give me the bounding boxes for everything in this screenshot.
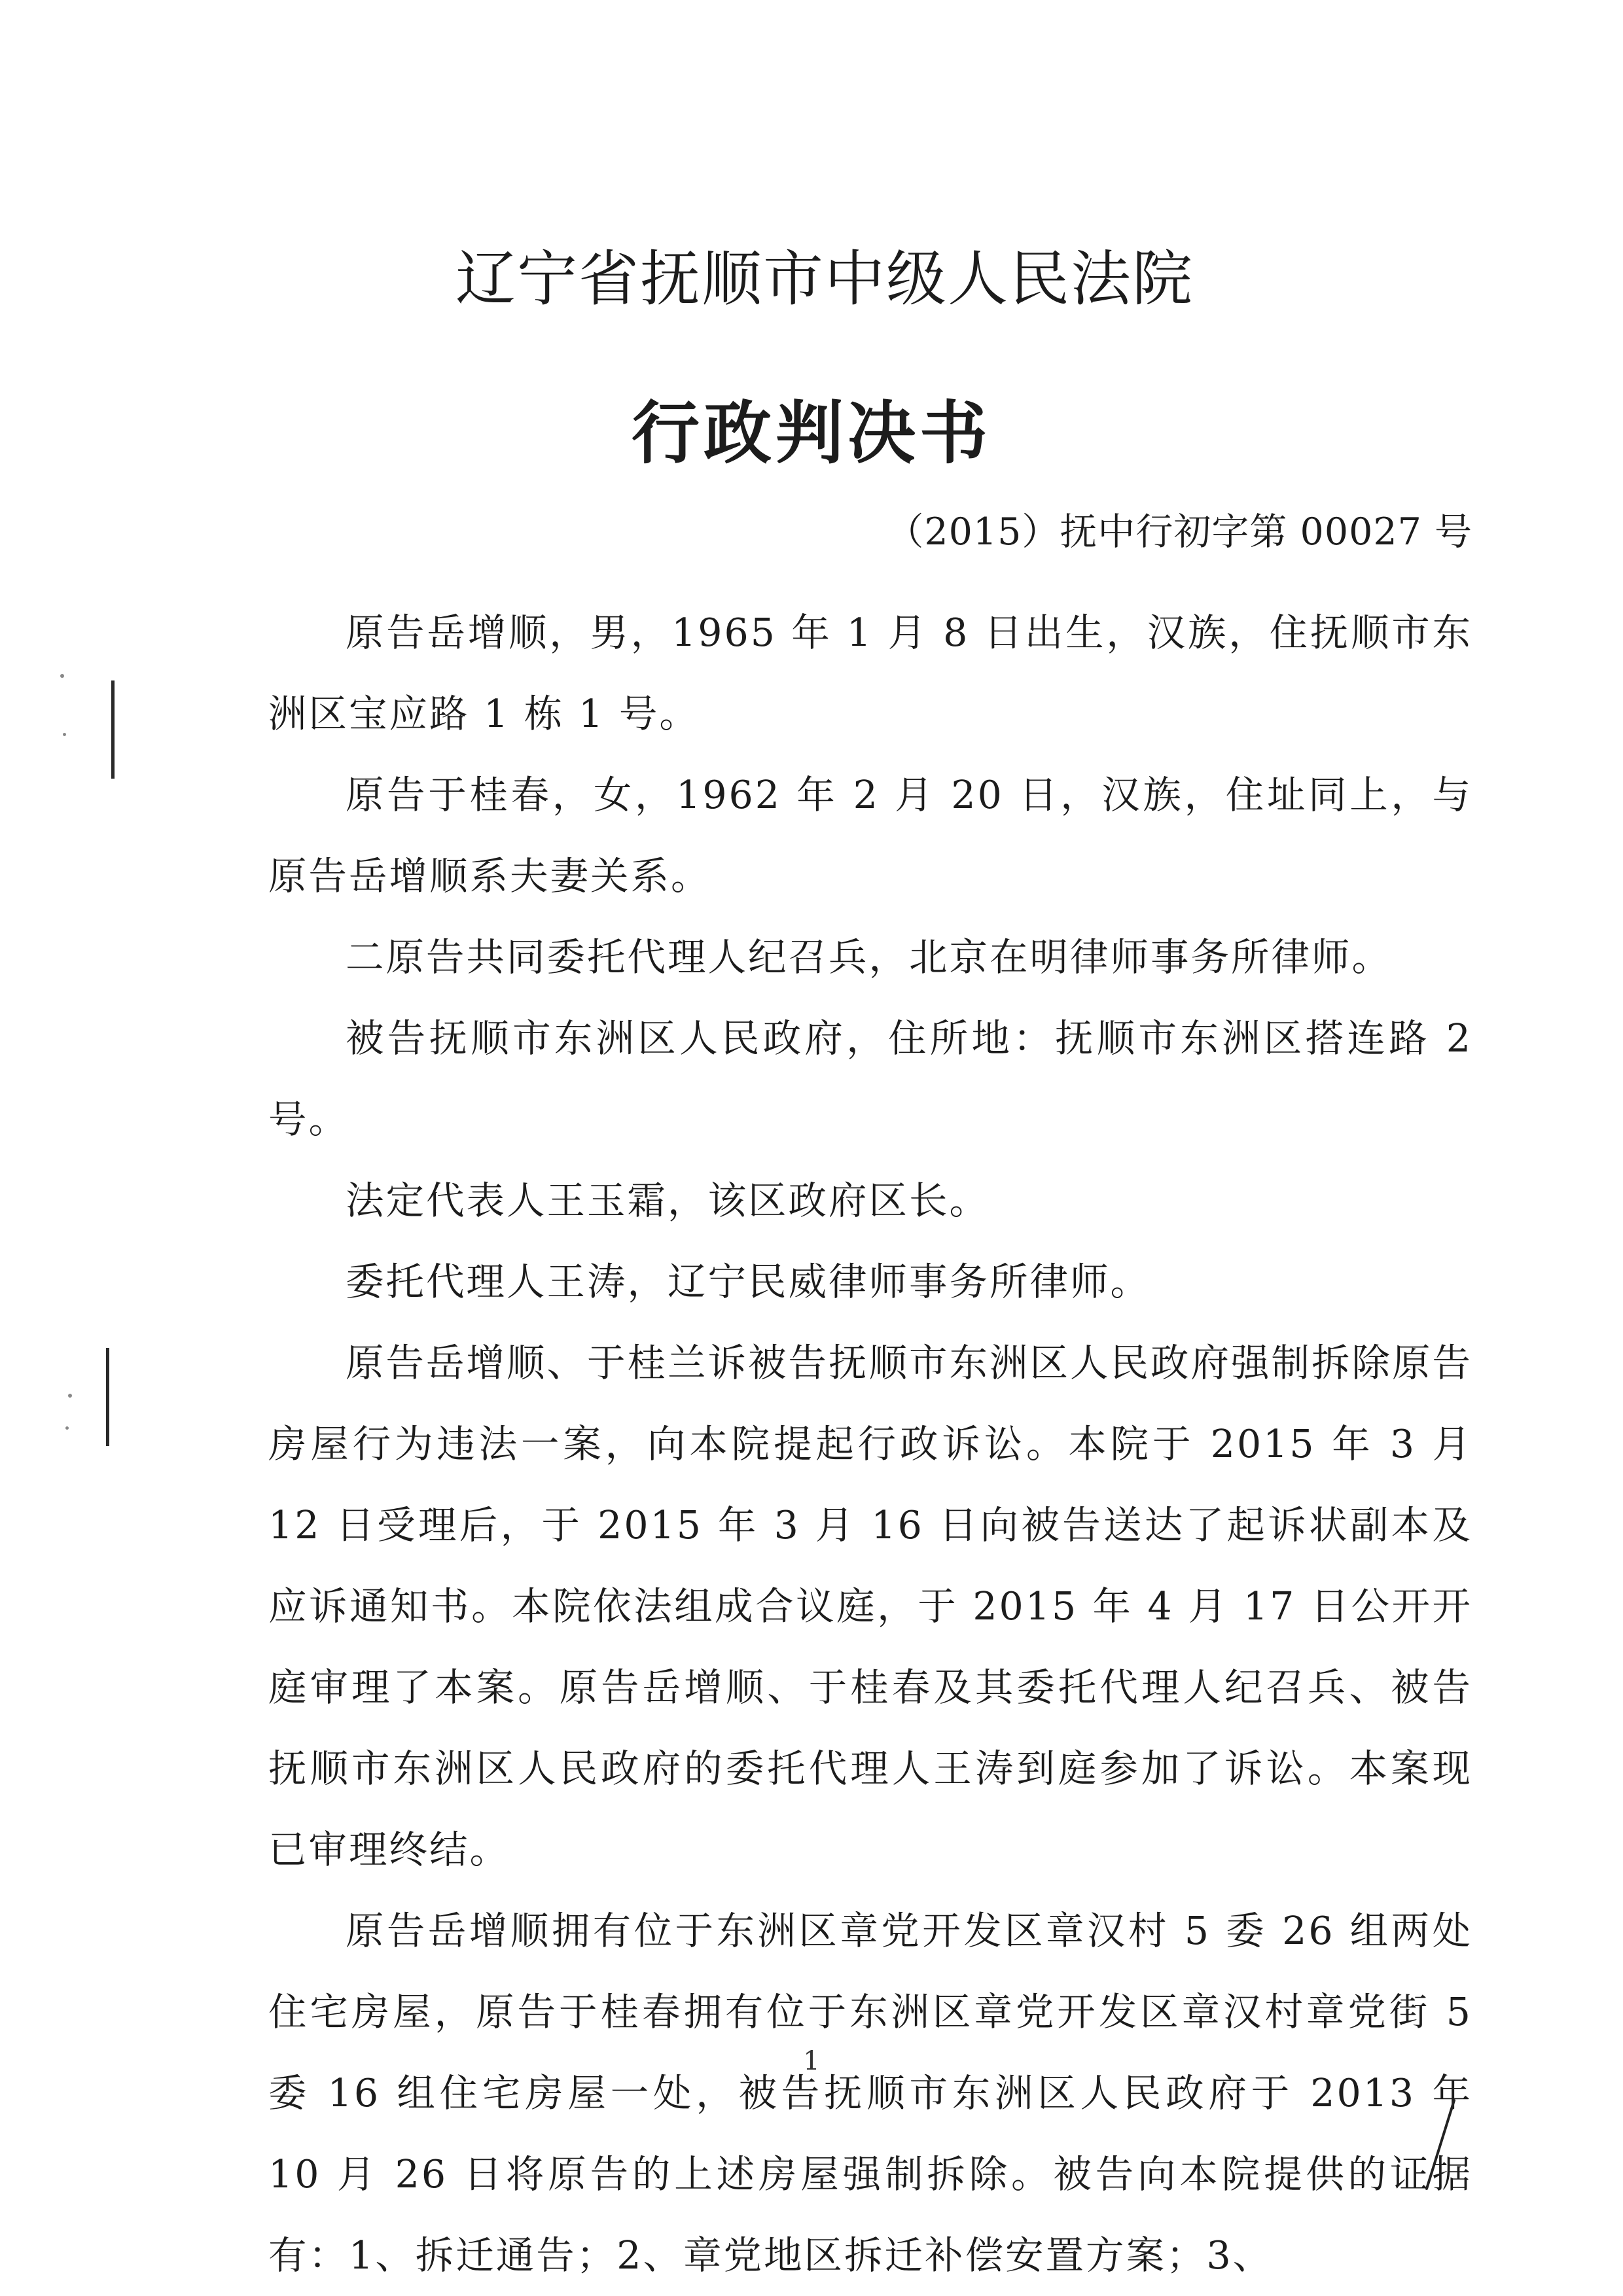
court-name: 辽宁省抚顺市中级人民法院: [455, 244, 1194, 314]
paragraph-legal-rep: 法定代表人王玉霜，该区政府区长。: [346, 1178, 990, 1223]
document-title: 行政判决书: [631, 393, 991, 473]
paragraph-agent: 二原告共同委托代理人纪召兵，北京在明律师事务所律师。: [346, 935, 1393, 980]
paragraph-defendant-agent: 委托代理人王涛，辽宁民威律师事务所律师。: [346, 1260, 1151, 1304]
paragraph-facts: 原告岳增顺拥有位于东洲区章党开发区章汉村 5 委 26 组两处住宅房屋，原告于桂春拥有位于东洲区章党开发区章汉村章党街 5 委 16 组住宅房屋一处，被告抚顺市东洲区人民政府于 2013 年 10 月 26 日将原告的上述房屋强制拆除。被告向本院提供的证据有：1、拆迁通告；2、章党地区拆迁补偿安置方案；3、: [268, 1909, 1472, 2278]
paragraph-plaintiff-2: 原告于桂春，女，1962 年 2 月 20 日，汉族，住址同上，与原告岳增顺系夫妻关系。: [268, 773, 1472, 898]
case-number: （2015）抚中行初字第 00027 号: [886, 510, 1472, 554]
paragraph-defendant: 被告抚顺市东洲区人民政府，住所地：抚顺市东洲区搭连路 2 号。: [268, 1016, 1472, 1142]
page-number: 1: [803, 2046, 820, 2076]
paragraph-plaintiff-1: 原告岳增顺，男，1965 年 1 月 8 日出生，汉族，住抚顺市东洲区宝应路 1 栋 1 号。: [268, 610, 1472, 736]
paragraph-procedure: 原告岳增顺、于桂兰诉被告抚顺市东洲区人民政府强制拆除原告房屋行为违法一案，向本院提起行政诉讼。本院于 2015 年 3 月 12 日受理后，于 2015 年 3 月 16 日向被告送达了起诉状副本及应诉通知书。本院依法组成合议庭，于 2015 年 4 月 17 日公开开庭审理了本案。原告岳增顺、于桂春及其委托代理人纪召兵、被告抚顺市东洲区人民政府的委托代理人王涛到庭参加了诉讼。本案现已审理终结。: [268, 1341, 1473, 1872]
